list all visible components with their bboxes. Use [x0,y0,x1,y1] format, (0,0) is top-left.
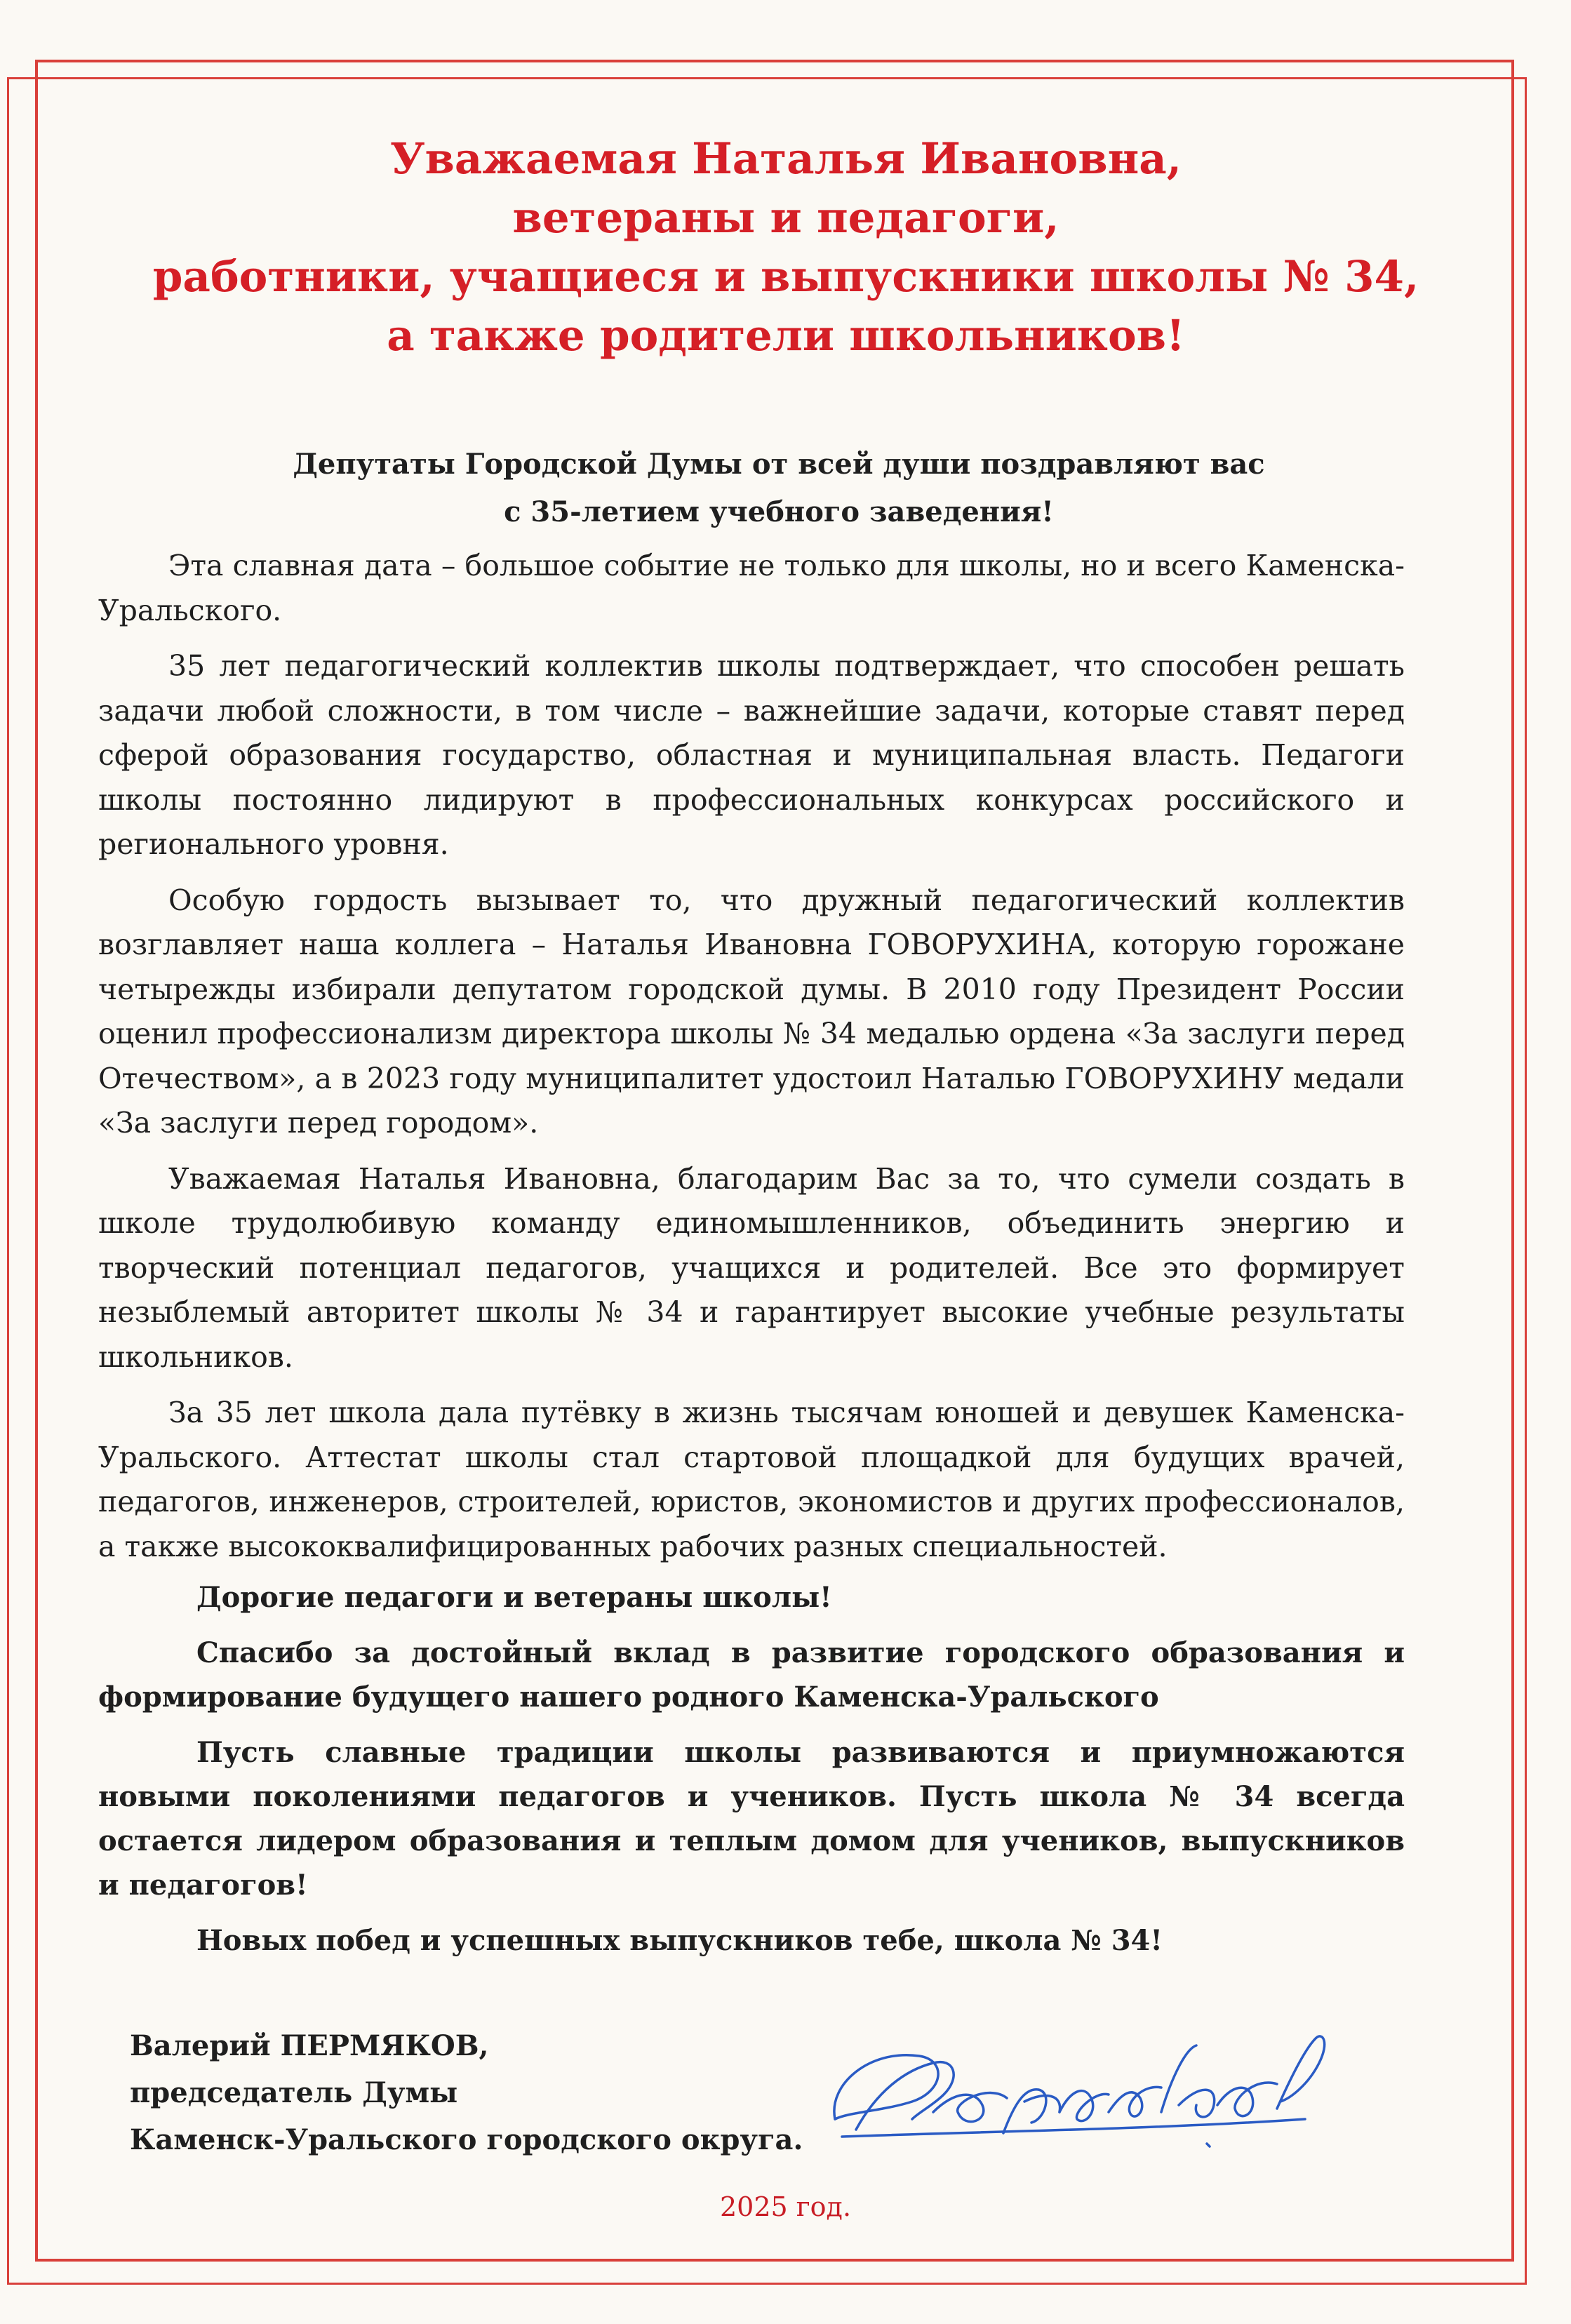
subtitle-line: с 35-летием учебного заведения! [504,495,1054,528]
greeting-line: Уважаемая Наталья Ивановна, [389,134,1182,184]
greeting-line: ветераны и педагоги, [512,193,1059,243]
letter-body [98,544,1405,1580]
body-paragraph: За 35 лет школа дала путёвку в жизнь тысячам юношей и девушек Каменска-Уральского. Аттестат школы стал стартовой площадкой для будущих врачей, педагогов, инженеров, строителей, юристов, экономистов и других профессионалов, а также высококвалифицированных рабочих разных специальностей. [98,1396,1405,1563]
body-paragraph: Уважаемая Наталья Ивановна, благодарим Вас за то, что сумели создать в школе трудолюбивую команду единомышленников, объединить энергию и творческий потенциал педагогов, учащихся и родителей. Все это формирует незыблемый авторитет школы № 34 и гарантирует высокие учебные результаты школьников. [98,1161,1405,1374]
signatory-block [130,2022,803,2163]
year-label: 2025 год. [719,2191,852,2222]
greeting-line: работники, учащиеся и выпускники школы № 34, [152,252,1419,302]
greeting-line: а также родители школьников! [387,311,1185,361]
body-paragraph: 35 лет педагогический коллектив школы подтверждает, что способен решать задачи любой сложности, в том числе – важнейшие задачи, которые ставят перед сферой образования государство, областная и муниципальная власть. Педагоги школы постоянно лидируют в профессиональных конкурсах российского и регионального уровня. [98,649,1405,861]
subtitle [112,441,1445,536]
signatory-name: Валерий ПЕРМЯКОВ, [130,2029,489,2062]
closing-paragraph: Спасибо за достойный вклад в развитие городского образования и формирование будущего нашего родного Каменска-Уральского [98,1636,1405,1714]
handwritten-signature [814,2007,1361,2182]
closing-paragraph: Дорогие педагоги и ветераны школы! [196,1581,832,1614]
closing-paragraph: Новых побед и успешных выпускников тебе, школа № 34! [196,1924,1163,1957]
closing-section [98,1575,1405,1974]
body-paragraph: Особую гордость вызывает то, что дружный педагогический коллектив возглавляет наша коллега – Наталья Ивановна ГОВОРУХИНА, которую горожане четырежды избирали депутатом городской думы. В 2010 году Президент России оценил профессионализм директора школы № 34 медалью ордена «За заслуги перед Отечеством», а в 2023 году муниципалитет удостоил Наталью ГОВОРУХИНУ медали «За заслуги перед городом». [98,883,1405,1140]
signatory-position: председатель Думы [130,2076,458,2109]
body-paragraph: Эта славная дата – большое событие не только для школы, но и всего Каменска-Уральского. [98,549,1405,627]
subtitle-line: Депутаты Городской Думы от всей души поздравляют вас [293,448,1265,481]
closing-paragraph: Пусть славные традиции школы развиваются и приумножаются новыми поколениями педагогов и учеников. Пусть школа № 34 всегда остается лидером образования и теплым домом для учеников, выпускников и педагогов! [98,1736,1405,1902]
greeting-header [84,130,1488,366]
signatory-organization: Каменск-Уральского городского округа. [130,2123,803,2156]
